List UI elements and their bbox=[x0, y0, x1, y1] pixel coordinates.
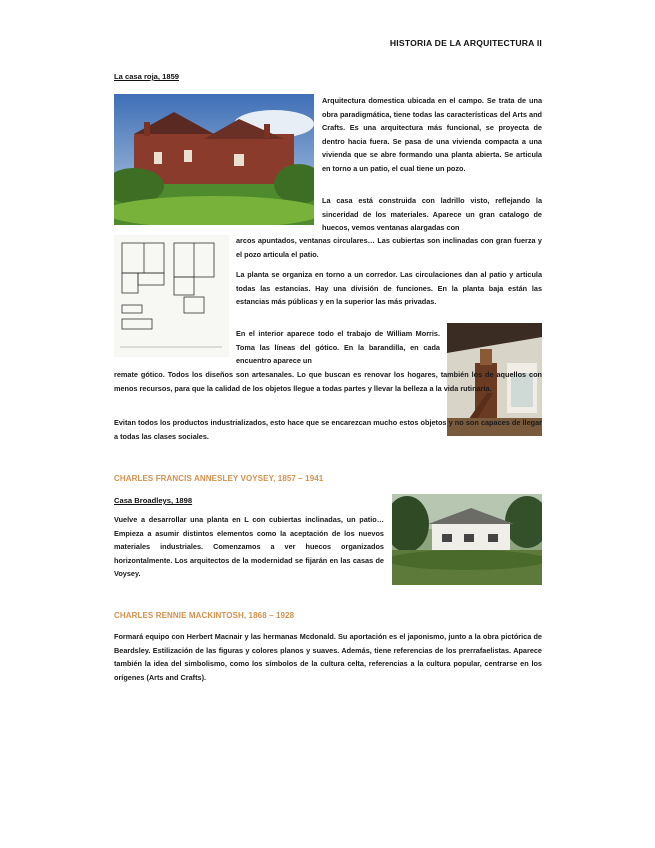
red-house-floor-plan bbox=[114, 235, 229, 357]
mackintosh-section-heading: CHARLES RENNIE MACKINTOSH, 1868 – 1928 bbox=[114, 611, 295, 620]
red-house-heading: La casa roja, 1859 bbox=[114, 72, 180, 81]
broadleys-photo bbox=[392, 494, 542, 585]
voysey-paragraph: Vuelve a desarrollar una planta en L con cubiertas inclinadas, un patio… Empieza a asumir distintos elementos como la aceptación de los nuevos materiales industriales. Comenzamos a ver huecos organizados horizontalmente. Los arquitectos de la modernidad se fijarán en las casas de Voysey. bbox=[114, 515, 384, 579]
red-house-paragraph-4a: En el interior aparece todo el trabajo de William Morris. Toma las líneas del gótico. En la barandilla, en cada encuentro aparece un bbox=[236, 329, 440, 366]
voysey-section-heading: CHARLES FRANCIS ANNESLEY VOYSEY, 1857 – 1941 bbox=[114, 474, 324, 483]
red-house-photo bbox=[114, 94, 314, 225]
red-house-paragraph-2a: La casa está construida con ladrillo visto, reflejando la sinceridad de los materiales. Aparece un gran catalogo de huecos, vemos ventanas alargadas con bbox=[322, 196, 542, 233]
broadleys-heading: Casa Broadleys, 1898 bbox=[114, 496, 193, 505]
page-header: HISTORIA DE LA ARQUITECTURA II bbox=[389, 38, 542, 48]
red-house-paragraph-2b: arcos apuntados, ventanas circulares… Las cubiertas son inclinadas con gran fuerza y el pozo articula el patio. bbox=[236, 236, 542, 259]
red-house-paragraph-5: Evitan todos los productos industrializados, esto hace que se encarezcan mucho estos objetos y no son capaces de llegar a todas las clases sociales. bbox=[114, 418, 542, 441]
red-house-paragraph-3: La planta se organiza en torno a un corredor. Las circulaciones dan al patio y articula todas las estancias. Hay una división de funciones. En la planta baja están las estancias más públicas y en la superior las más privadas. bbox=[236, 270, 542, 307]
mackintosh-paragraph: Formará equipo con Herbert Macnair y las hermanas Mcdonald. Su aportación es el japonismo, junto a la obra pictórica de Beardsley. Estilización de las figuras y colores planos y suaves. Además, tiene referencias de los prerrafaelistas. Aparece también la idea del simbolismo, como los símbolos de la cultura celta, referencias a la cultura popular, centrarse en los orígenes (Arts and Crafts). bbox=[114, 632, 542, 682]
red-house-paragraph-4b: remate gótico. Todos los diseños son artesanales. Lo que buscan es renovar los hogares, también los de aquellos con menos recursos, para que la calidad de los objetos llegue a todas partes y llevar la belleza a la vida rutinaria. bbox=[114, 370, 542, 393]
red-house-paragraph-1: Arquitectura domestica ubicada en el campo. Se trata de una obra paradigmática, tiene todas las características del Arts and Crafts. Es una arquitectura más funcional, se proyecta de dentro hacia fuera. Se pasa de una vivienda compacta a una vivienda que se abre formando una planta abierta. Se articula en torno a un patio, el cual tiene un pozo. bbox=[322, 96, 542, 173]
